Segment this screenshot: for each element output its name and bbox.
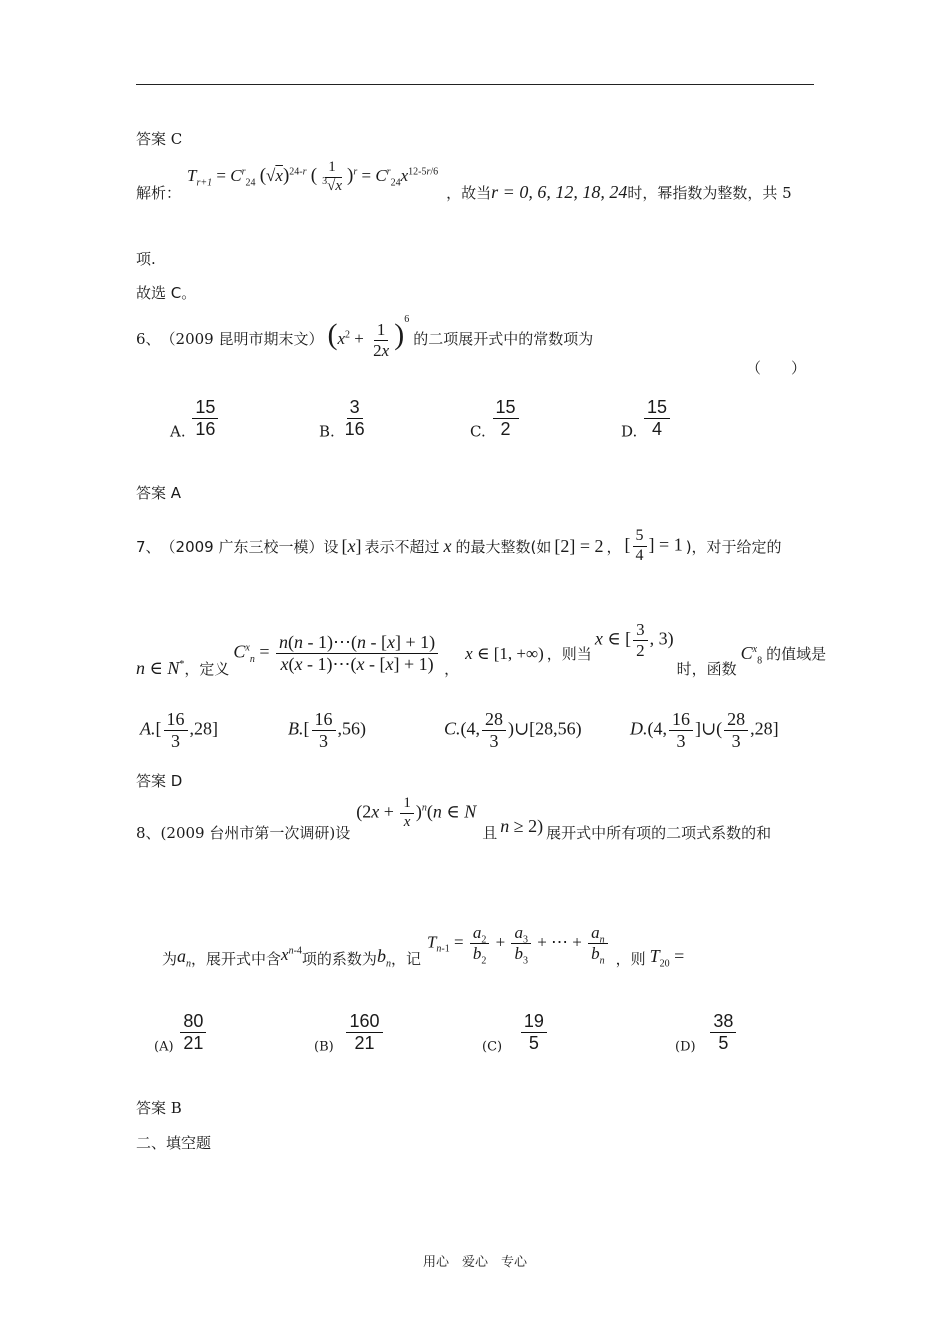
- q7-stem-line2: n ∈ N* ，定义 $C^x_n$ = $\frac{n(n - 1)\cdots(n - [x] + 1)}{x(x - 1)\cdots(x - [x] + 1)}$ ， x ∈ [1, +∞) ，则当 x ∈ [ $\frac{3}{2}$ , 3) 时，函数 $C^x_8$ 的值域是: [136, 620, 827, 678]
- q7-answer: 答案 D: [136, 772, 183, 790]
- analysis-mid: ，故当: [446, 183, 492, 202]
- q7-option-c: C.(4, $\frac{28}{3}$ )∪[28,56): [444, 709, 582, 751]
- q8-option-b: (B) $\frac{160}{21}$: [314, 1012, 385, 1054]
- r-values: r = 0, 6, 12, 18, 24: [491, 181, 628, 202]
- q6-stem: 的二项展开式中的常数项为: [413, 330, 594, 349]
- q7-option-a: A.[ $\frac{16}{3}$ ,28]: [140, 709, 218, 751]
- q7-source: （2009 广东三校一模）: [160, 537, 324, 556]
- q6-option-a: A. $\frac{15}{16}$: [170, 398, 220, 440]
- q6-number: 6、: [136, 330, 161, 349]
- q8-stem-line1: 8、 (2009 台州市第一次调研) 设 (2x + $\frac{1}{x}$ )$^n$(n ∈ N 且 n ≥ 2) 展开式中所有项的二项式系数的和: [136, 810, 771, 845]
- analysis-cont: 项.: [136, 250, 156, 268]
- analysis-label: 解析：: [136, 183, 182, 202]
- q7-stem-line1: 7、 （2009 广东三校一模） 设 [x] 表示不超过 x 的最大整数(如 [2] = 2 ， [ $\frac{5}{4}$ ] = 1 )，对于给定的: [136, 527, 782, 564]
- prev-answer: 答案 C: [136, 130, 183, 148]
- header-rule: [136, 84, 814, 85]
- q8-number: 8、: [136, 823, 161, 842]
- q6-stem-line: [136, 314, 594, 360]
- page-footer: 用心 爱心 专心: [422, 1255, 527, 1270]
- q8-source: (2009 台州市第一次调研): [160, 823, 336, 842]
- q6-option-b: B. $\frac{3}{16}$: [319, 397, 365, 441]
- q6-bracket: （ ）: [746, 359, 807, 377]
- q8-answer: 答案 B: [136, 1099, 182, 1117]
- section-heading: 二、填空题: [136, 1134, 212, 1152]
- q8-option-a: (A) $\frac{80}{21}$: [154, 1012, 208, 1054]
- analysis-formula: $T_{r+1} = C^r_{24}$ $(√x)^{24-r}$ ( $\frac{1}{^3√x}$ )$^r = C^r_{24}x^{12-5r/6}$: [187, 159, 439, 194]
- q8-option-c: (C) $\frac{19}{5}$: [482, 1012, 549, 1054]
- q6-source: （2009 昆明市期末文）: [160, 330, 324, 349]
- q7-option-b: B.[ $\frac{16}{3}$ ,56): [288, 709, 366, 751]
- q6-formula: ($x^2$ + $\frac{1}{2x}$ )$^6$: [327, 314, 410, 360]
- q8-option-d: (D) $\frac{38}{5}$: [675, 1012, 738, 1054]
- analysis-tail: 时，幂指数为整数，共 5: [627, 183, 792, 202]
- q7-number: 7、: [136, 537, 161, 556]
- q6-option-d: D. $\frac{15}{4}$: [621, 398, 672, 440]
- q7-option-d: D.(4, $\frac{16}{3}$ ]∪( $\frac{28}{3}$ ,28]: [630, 709, 779, 751]
- prev-conclusion: 故选 C。: [136, 284, 197, 302]
- q6-answer: 答案 A: [136, 484, 182, 502]
- q8-stem-line2: 为 $a_n$ ，展开式中含 $x^{n-4}$ 项的系数为 $b_n$ ，记 $T_{n-1}$ = $\frac{a_2}{b_2}$ + $\frac{a_3}{b_3}$ + ⋯ + $\frac{a_n}{b_n}$ ，则 $T_{20}$ =: [162, 923, 685, 970]
- q6-option-c: C. $\frac{15}{2}$: [470, 398, 521, 440]
- prev-analysis-line: [136, 160, 792, 207]
